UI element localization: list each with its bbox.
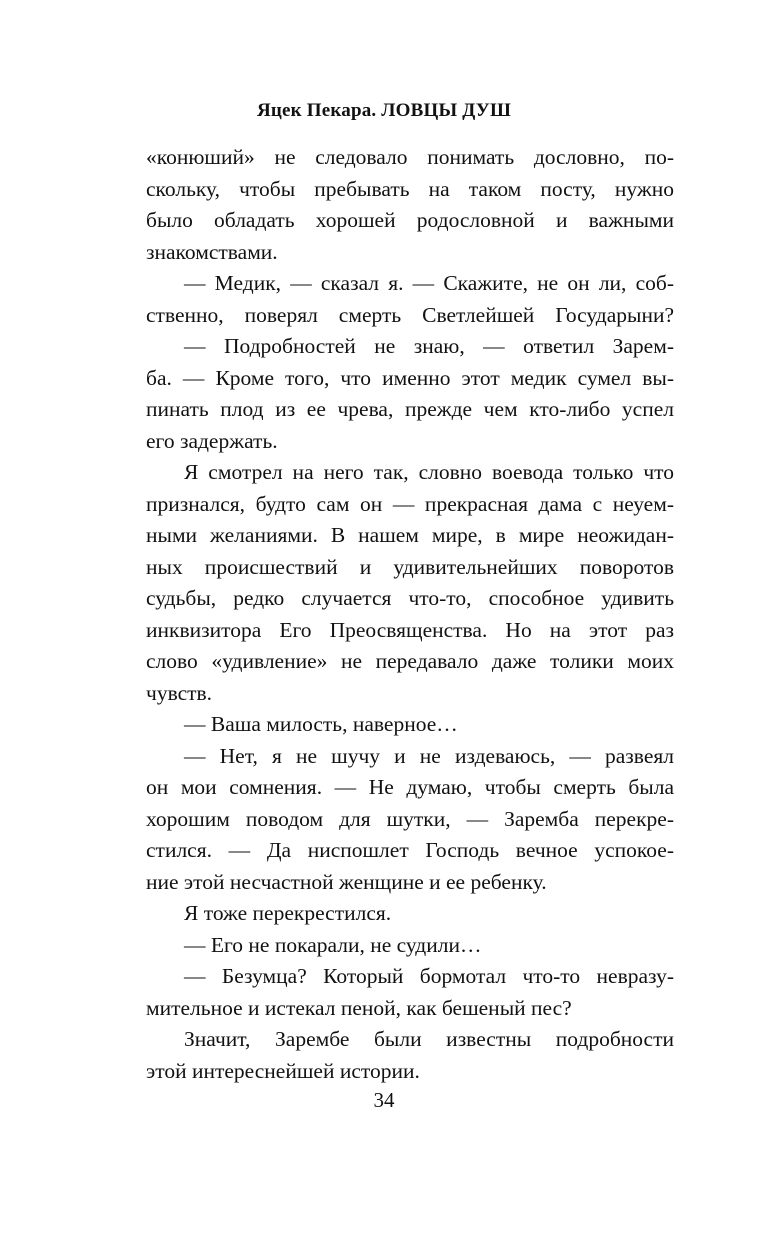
text-line: знакомствами.: [146, 239, 278, 264]
text-line: «конюший» не следовало понимать дословно, по-: [146, 145, 674, 169]
text-line: пинать плод из ее чрева, прежде чем кто-либо успел: [146, 397, 674, 421]
page-number: 34: [373, 1088, 395, 1112]
text-line: ба. — Кроме того, что именно этот медик сумел вы-: [146, 365, 674, 390]
text-line: ние этой несчастной женщине и ее ребенку.: [146, 869, 547, 894]
text-line: признался, будто сам он — прекрасная дама с неуем-: [146, 491, 674, 516]
text-line: слово «удивление» не передавало даже толики моих: [146, 649, 674, 673]
text-line: — Ваша милость, наверное…: [184, 712, 458, 736]
text-line: ными желаниями. В нашем мире, в мире неожидан-: [146, 523, 674, 547]
text-line: было обладать хорошей родословной и важными: [146, 208, 674, 232]
text-line: Я тоже перекрестился.: [184, 901, 392, 925]
text-line: стился. — Да ниспошлет Господь вечное успокое-: [146, 838, 674, 862]
text-line: — Его не покарали, не судили…: [184, 932, 482, 957]
text-line: его задержать.: [146, 428, 278, 453]
running-head: Яцек Пекара. ЛОВЦЫ ДУШ: [256, 100, 512, 121]
text-line: судьбы, редко случается что-то, способное удивить: [146, 586, 674, 610]
text-line: этой интереснейшей истории.: [146, 1058, 420, 1083]
text-line: — Нет, я не шучу и не издеваюсь, — развеял: [184, 743, 674, 768]
text-line: мительное и истекал пеной, как бешеный пес?: [146, 995, 572, 1020]
text-line: — Медик, — сказал я. — Скажите, не он ли, соб-: [184, 271, 674, 295]
text-line: хорошим поводом для шутки, — Заремба перекре-: [146, 806, 674, 831]
text-line: он мои сомнения. — Не думаю, чтобы смерть была: [146, 775, 674, 799]
text-line: — Безумца? Который бормотал что-то невразу-: [184, 964, 674, 988]
text-line: ных происшествий и удивительнейших поворотов: [146, 554, 674, 579]
text-line: Значит, Зарембе были известны подробности: [184, 1027, 674, 1051]
text-line: скольку, чтобы пребывать на таком посту, нужно: [146, 176, 674, 201]
text-line: Я смотрел на него так, словно воевода только что: [184, 460, 674, 484]
text-line: чувств.: [146, 680, 213, 705]
text-line: — Подробностей не знаю, — ответил Зарем-: [184, 334, 674, 358]
text-line: ственно, поверял смерть Светлейшей Государыни?: [146, 302, 674, 327]
body-text: [146, 142, 674, 1087]
text-line: инквизитора Его Преосвященства. Но на этот раз: [146, 617, 674, 642]
